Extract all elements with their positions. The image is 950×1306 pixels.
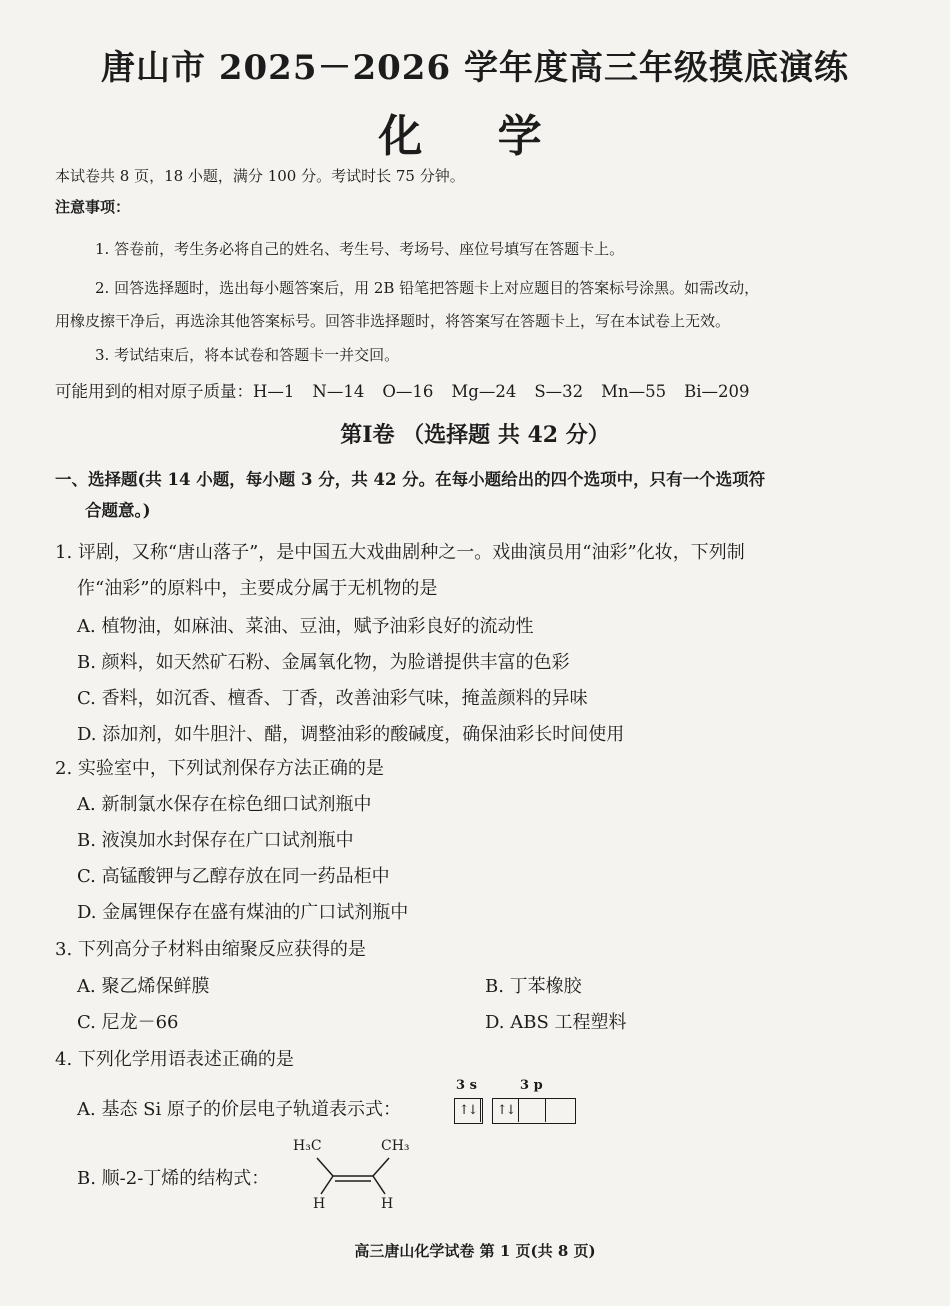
q1-option-a: A. 植物油，如麻油、菜油、豆油，赋予油彩良好的流动性 [77, 616, 534, 637]
subject-title: 化 学 [378, 111, 572, 162]
struct-ch3: CH₃ [381, 1138, 410, 1154]
q3-option-a: A. 聚乙烯保鲜膜 [77, 976, 210, 997]
q3-option-d: D. ABS 工程塑料 [485, 1012, 627, 1033]
cis-2-butene-structure [285, 1138, 415, 1218]
mass-n: N—14 [312, 382, 365, 401]
mass-bi: Bi—209 [684, 382, 750, 401]
q4-option-b: B. 顺-2-丁烯的结构式： [77, 1168, 270, 1189]
orbital-3p-cell-2 [520, 1099, 546, 1122]
q4-option-a: A. 基态 Si 原子的价层电子轨道表示式： [77, 1099, 401, 1120]
section-title: 第Ⅰ卷 （选择题 共 42 分） [340, 422, 610, 448]
q4-stem: 4. 下列化学用语表述正确的是 [55, 1049, 294, 1070]
q1-stem-1: 1. 评剧，又称“唐山落子”，是中国五大戏曲剧种之一。戏曲演员用“油彩”化妆，下列制 [55, 542, 745, 563]
page-footer: 高三唐山化学试卷 第 1 页(共 8 页) [354, 1242, 596, 1260]
q2-option-b: B. 液溴加水封保存在广口试剂瓶中 [77, 830, 354, 851]
struct-h-left: H [313, 1196, 326, 1212]
struct-h3c: H₃C [293, 1138, 322, 1154]
note-item-3: 3. 考试结束后，将本试卷和答题卡一并交回。 [95, 346, 400, 364]
q2-option-a: A. 新制氯水保存在棕色细口试剂瓶中 [77, 794, 372, 815]
q2-option-d: D. 金属锂保存在盛有煤油的广口试剂瓶中 [77, 902, 409, 923]
orbital-3p-label: 3 p [520, 1078, 543, 1093]
q2-stem: 2. 实验室中，下列试剂保存方法正确的是 [55, 758, 384, 779]
q1-option-c: C. 香料，如沉香、檀香、丁香，改善油彩气味，掩盖颜料的异味 [77, 688, 588, 709]
exam-intro: 本试卷共 8 页，18 小题，满分 100 分。考试时长 75 分钟。 [55, 167, 465, 185]
orbital-3s-label: 3 s [456, 1078, 477, 1093]
section-instruction-2: 合题意。) [85, 501, 151, 520]
orbital-3s-cell: ↑↓ [455, 1099, 481, 1122]
q1-option-d: D. 添加剂，如牛胆汁、醋，调整油彩的酸碱度，确保油彩长时间使用 [77, 724, 625, 745]
q3-option-c: C. 尼龙－66 [77, 1012, 179, 1033]
q1-stem-2: 作“油彩”的原料中，主要成分属于无机物的是 [77, 578, 438, 599]
q2-option-c: C. 高锰酸钾与乙醇存放在同一药品柜中 [77, 866, 390, 887]
orbital-3p-cell-1: ↑↓ [493, 1099, 519, 1122]
q3-stem: 3. 下列高分子材料由缩聚反应获得的是 [55, 939, 366, 960]
exam-title: 唐山市 2025－2026 学年度高三年级摸底演练 [101, 48, 849, 88]
note-item-2-cont: 用橡皮擦干净后，再选涂其他答案标号。回答非选择题时，将答案写在答题卡上，写在本试卷上无效。 [55, 312, 731, 330]
orbital-3p-box [492, 1098, 576, 1124]
orbital-3s-box [454, 1098, 483, 1124]
mass-s: S—32 [534, 382, 584, 401]
orbital-3p-cell-3 [547, 1099, 573, 1122]
note-item-1: 1. 答卷前，考生务必将自己的姓名、考生号、考场号、座位号填写在答题卡上。 [95, 240, 625, 258]
mass-mg: Mg—24 [451, 382, 517, 401]
q1-option-b: B. 颜料，如天然矿石粉、金属氧化物，为脸谱提供丰富的色彩 [77, 652, 570, 673]
mass-o: O—16 [382, 382, 434, 401]
mass-mn: Mn—55 [601, 382, 667, 401]
struct-h-right: H [381, 1196, 394, 1212]
note-item-2: 2. 回答选择题时，选出每小题答案后，用 2B 铅笔把答题卡上对应题目的答案标号涂黑。如需改动， [95, 279, 760, 297]
masses-label: 可能用到的相对原子质量： [55, 382, 253, 401]
orbital-diagram [452, 1078, 582, 1128]
notes-heading: 注意事项： [55, 198, 131, 216]
section-instruction-1: 一、选择题(共 14 小题，每小题 3 分，共 42 分。在每小题给出的四个选项中，只有一个选项符 [55, 470, 766, 489]
atomic-masses [55, 378, 768, 402]
q3-option-b: B. 丁苯橡胶 [485, 976, 582, 997]
mass-h: H—1 [253, 382, 295, 401]
